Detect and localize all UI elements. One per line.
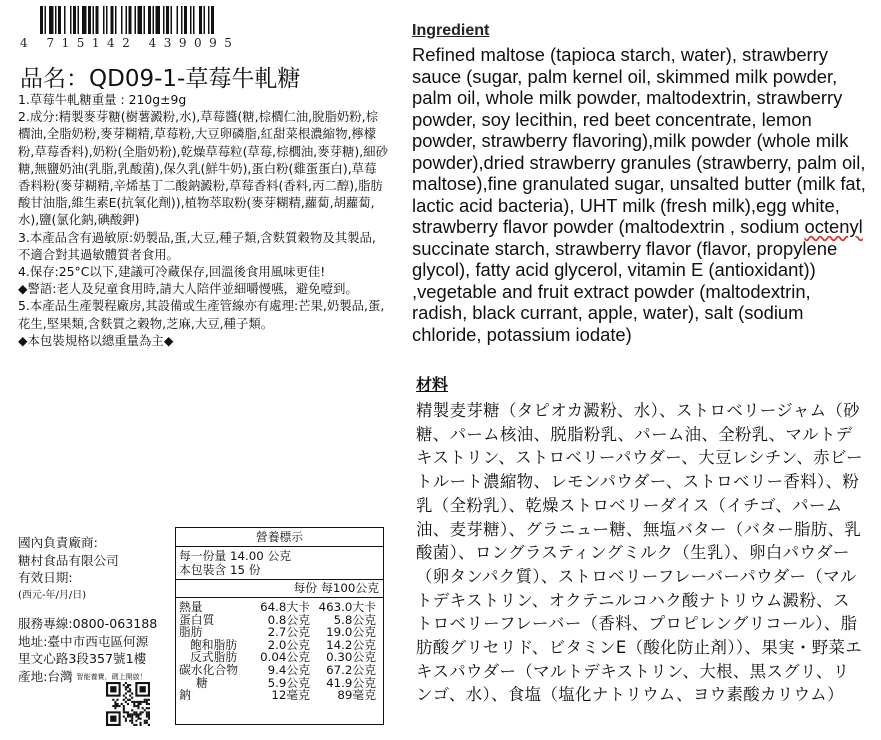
- ingredient-heading-en: Ingredient: [412, 22, 490, 39]
- nutrition-row: [176, 601, 383, 614]
- nutrient-label: 蛋白質: [179, 612, 215, 627]
- nutrition-rows: [176, 598, 383, 702]
- value-per-serving: 5.9公克: [267, 675, 310, 690]
- warning-notice: ◆警語:老人及兒童食用時,請大人陪伴並細嚼慢嚥，避免噎到。: [18, 281, 358, 297]
- ingredient-text-jp: 精製麦芽糖（タピオカ澱粉、水）、ストロベリージャム（砂糖、パーム核油、脱脂粉乳、パーム油、全粉乳、マルトデキストリン、ストロベリーパウダー、大豆レシチン、赤ビートルート濃縮物、レモンパウダー、ストロベリー香料）、粉乳（全粉乳）、乾燥ストロベリーダイス（イチゴ、パーム油、麦芽糖）、グラニュー糖、無塩バター（バター脂肪、乳酸菌）、ロングラスティングミルク（生乳）、卵白パウダー（卵タンパク質）、ストロベリーフレーバーパウダー（マルトデキストリン、オクテニルコハク酸ナトリウム澱粉、ストロベリーフレーバー（香料、プロピレングリコール）、脂肪酸グリセリド、ビタミンE（酸化防止剤））、果実・野菜エキスパウダー（マルトデキストリン、大根、黒スグリ、リンゴ、水）、食塩（塩化ナトリウム、ヨウ素酸カリウム）: [416, 401, 863, 705]
- value-per-100g: 19.0公克: [326, 625, 376, 640]
- nutrition-row: [176, 664, 383, 677]
- ingredient-heading-jp: 材料: [416, 375, 449, 394]
- barcode-number: 4 715142 439095: [20, 36, 240, 50]
- value-per-serving: 0.8公克: [267, 612, 310, 627]
- address-line-2: 里文心路3段357號1樓: [18, 651, 147, 666]
- expiry-format: (西元-年/月/日): [18, 589, 87, 601]
- nutrition-facts-table: [175, 527, 384, 725]
- net-weight: 1.草莓牛軋糖重量 : 210g±9g: [18, 92, 187, 107]
- value-per-100g: 463.0大卡: [318, 600, 376, 614]
- value-per-100g: 89毫克: [337, 688, 376, 703]
- col-per-serving: 每份: [293, 581, 318, 595]
- value-per-serving: 2.7公克: [267, 625, 310, 640]
- packaging-note: ◆本包裝規格以總重量為主◆: [18, 332, 174, 348]
- nutrition-title: 營養標示: [176, 528, 383, 547]
- servings-per-pack: 本包裝含 15 份: [179, 563, 261, 577]
- serving-info: [176, 547, 383, 580]
- nutrition-row: [176, 626, 383, 639]
- value-per-100g: 5.8公克: [333, 612, 376, 627]
- value-per-serving: 0.04公克: [260, 650, 310, 665]
- origin-text: 產地:台灣: [18, 668, 73, 684]
- manufacturer-info: [18, 534, 178, 686]
- nutrient-label: 碳水化合物: [179, 662, 238, 677]
- product-name: 品名：QD09-1-草莓牛軋糖: [20, 66, 301, 92]
- barcode: [20, 6, 290, 52]
- value-per-serving: 64.8大卡: [260, 600, 310, 614]
- barcode-bars: [40, 6, 290, 36]
- service-hotline: 服務專線:0800-063188: [18, 616, 158, 631]
- maker-label: 國內負責廠商:: [18, 535, 98, 550]
- value-per-100g: 67.2公克: [326, 662, 376, 677]
- address-line-1: 地址:臺中市西屯區何源: [18, 633, 149, 649]
- product-description: [18, 91, 388, 349]
- storage-notice: 4.保存:25°C以下,建議可冷藏保存,回溫後食用風味更佳!: [18, 264, 326, 280]
- nutrient-label: 鈉: [179, 688, 191, 703]
- value-per-serving: 9.4公克: [267, 662, 310, 677]
- facility-notice: 5.本產品生產製程廠房,其設備或生產管線亦有處理:芒果,奶製品,蛋,花生,堅果類,含麩質之穀物,芝麻,大豆,種子類。: [18, 298, 385, 331]
- nutrient-label: 熱量: [179, 600, 203, 614]
- qr-code-icon: [106, 682, 150, 726]
- ingredient-text-part-1: Refined maltose (tapioca starch, water), strawberry sauce (sugar, palm kernel oil, skimmed milk powder, palm oil, whole milk powder, maltodextrin, strawberry powder, soy lecithin, red beet concentrate, lemon powder, strawberry flavoring),milk powder (whole milk powder),dried strawberry granules (strawberry, palm oil, maltose),fine granulated sugar, unsalted butter (milk fat, lactic acid bacteria), UHT milk (fresh milk),egg white, strawberry flavor powder (maltodextrin , sodium: [412, 44, 866, 237]
- ingredient-text-part-2: succinate starch, strawberry flavor (flavor, propylene glycol), fatty acid glycerol, vitamin E (antioxidant)) ,vegetable and fruit extract powder (maltodextrin, radish, black currant, apple, water), salt (sodium chloride, potassium iodate): [412, 237, 838, 345]
- value-per-100g: 41.9公克: [326, 675, 376, 690]
- nutrient-label: 糖: [196, 675, 208, 690]
- value-per-100g: 14.2公克: [326, 637, 376, 652]
- nutrient-label: 反式脂肪: [190, 650, 238, 665]
- ingredient-text-en: [412, 44, 868, 345]
- spellcheck-flagged-word: octenyl: [804, 216, 863, 237]
- origin: [18, 668, 178, 686]
- value-per-100g: 0.30公克: [326, 650, 376, 665]
- nutrient-label: 飽和脂肪: [190, 637, 238, 652]
- nutrition-header: [176, 580, 383, 598]
- nutrition-row: [176, 689, 383, 702]
- maker-company: 糖村食品有限公司: [18, 552, 119, 568]
- qr-caption: 智能養寶，碼上開啟！: [76, 672, 147, 681]
- allergen-notice: 3.本產品含有過敏原:奶製品,蛋,大豆,種子類,含麩質穀物及其製品,不適合對其過敏體質者食用。: [18, 229, 376, 262]
- nutrient-label: 脂肪: [179, 625, 203, 640]
- serving-size: 每一份量 14.00 公克: [179, 549, 292, 563]
- col-per-100g: 每100公克: [321, 581, 379, 595]
- value-per-serving: 2.0公克: [267, 637, 310, 652]
- value-per-serving: 12毫克: [271, 688, 310, 703]
- ingredients-zh: 2.成分:精製麥芽糖(樹薯澱粉,水),草莓醬(糖,棕櫚仁油,脫脂奶粉,棕櫚油,全脂奶粉,麥芽糊精,草莓粉,大豆卵磷脂,紅甜菜根濃縮物,檸檬粉,草莓香料),奶粉(全脂奶粉),乾燥草莓粒(草莓,棕櫚油,麥芽糖),細砂糖,無鹽奶油(乳脂,乳酸菌),保久乳(鮮牛奶),蛋白粉(雞蛋蛋白),草莓香料粉(麥芽糊精,辛烯基丁二酸鈉澱粉,草莓香料(香料,丙二醇),脂肪酸甘油脂,維生素E(抗氧化劑)),植物萃取粉(麥芽糊精,蘿蔔,胡蘿蔔,水),鹽(氯化鈉,碘酸鉀): [18, 109, 388, 228]
- expiry-label: 有效日期:: [18, 570, 73, 585]
